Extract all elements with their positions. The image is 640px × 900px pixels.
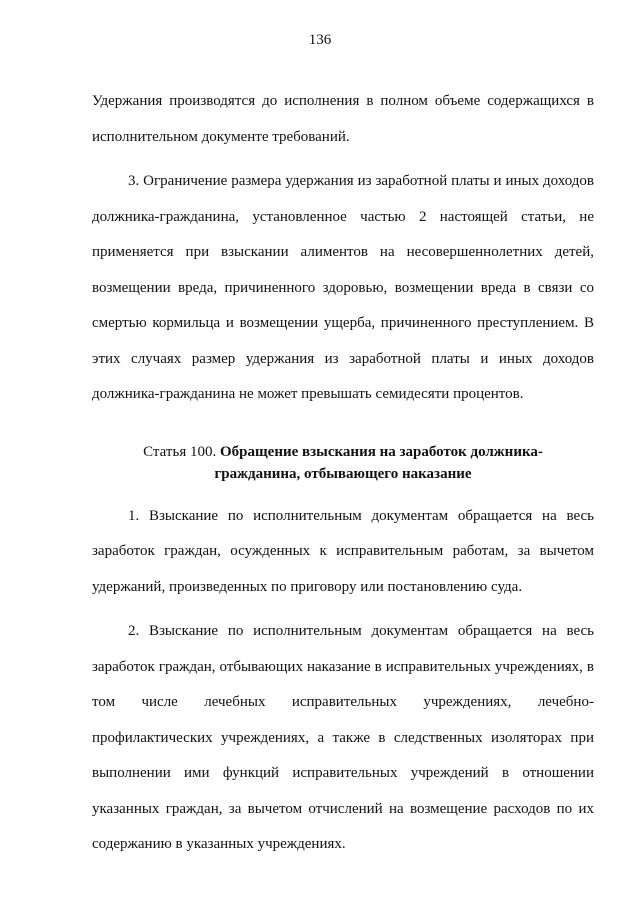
paragraph-limit-exceptions: 3. Ограничение размера удержания из заработной платы и иных доходов должника-гражданина, установленное частью 2 настоящей статьи, не применяется при взыскании алиментов на несовершеннолетних детей, возмещении вреда, причиненного здоровью, возмещении вреда в связи со смертью кормильца и возмещении ущерба, причиненного преступлением. В этих случаях размер удержания из заработной платы и иных доходов должника-гражданина не может превышать семидесяти процентов. <box>92 173 594 402</box>
article-item-2-line-2: заработок граждан, отбывающих наказание в исправительных учреждениях, в <box>92 658 594 675</box>
word: учреждениях, <box>423 694 512 710</box>
word: лечебных <box>204 694 266 710</box>
word: числе <box>141 694 178 710</box>
paragraph-retention: Удержания производятся до исполнения в полном объеме содержащихся в исполнительном документе требований. <box>92 93 594 145</box>
page-number: 136 <box>308 32 332 48</box>
article-number: Статья 100. <box>143 443 217 460</box>
word: лечебно- <box>537 694 594 710</box>
article-title-part-2: гражданина, отбывающего наказание <box>214 465 472 482</box>
article-title-part-1: Обращение взыскания на заработок должника- <box>219 443 543 460</box>
word: исправительных <box>291 694 397 710</box>
article-heading-line-1 <box>92 441 594 463</box>
word: том <box>92 694 116 710</box>
article-item-1: 1. Взыскание по исполнительным документам обращается на весь заработок граждан, осужденных к исправительным работам, за вычетом удержаний, произведенных по приговору или постановлению суда. <box>92 507 594 595</box>
article-item-2-rest: профилактических учреждениях, а также в следственных изоляторах при выполнении ими функций исправительных учреждений в отношении указанных граждан, за вычетом отчислений на возмещение расходов по их содержанию в указанных учреждениях. <box>92 729 594 852</box>
article-item-2-line-1: 2. Взыскание по исполнительным документам обращается на весь <box>128 623 594 639</box>
document-body <box>92 84 594 872</box>
article-item-2-line-3 <box>92 685 594 721</box>
article-item-2 <box>92 614 594 863</box>
article-heading <box>92 441 594 485</box>
